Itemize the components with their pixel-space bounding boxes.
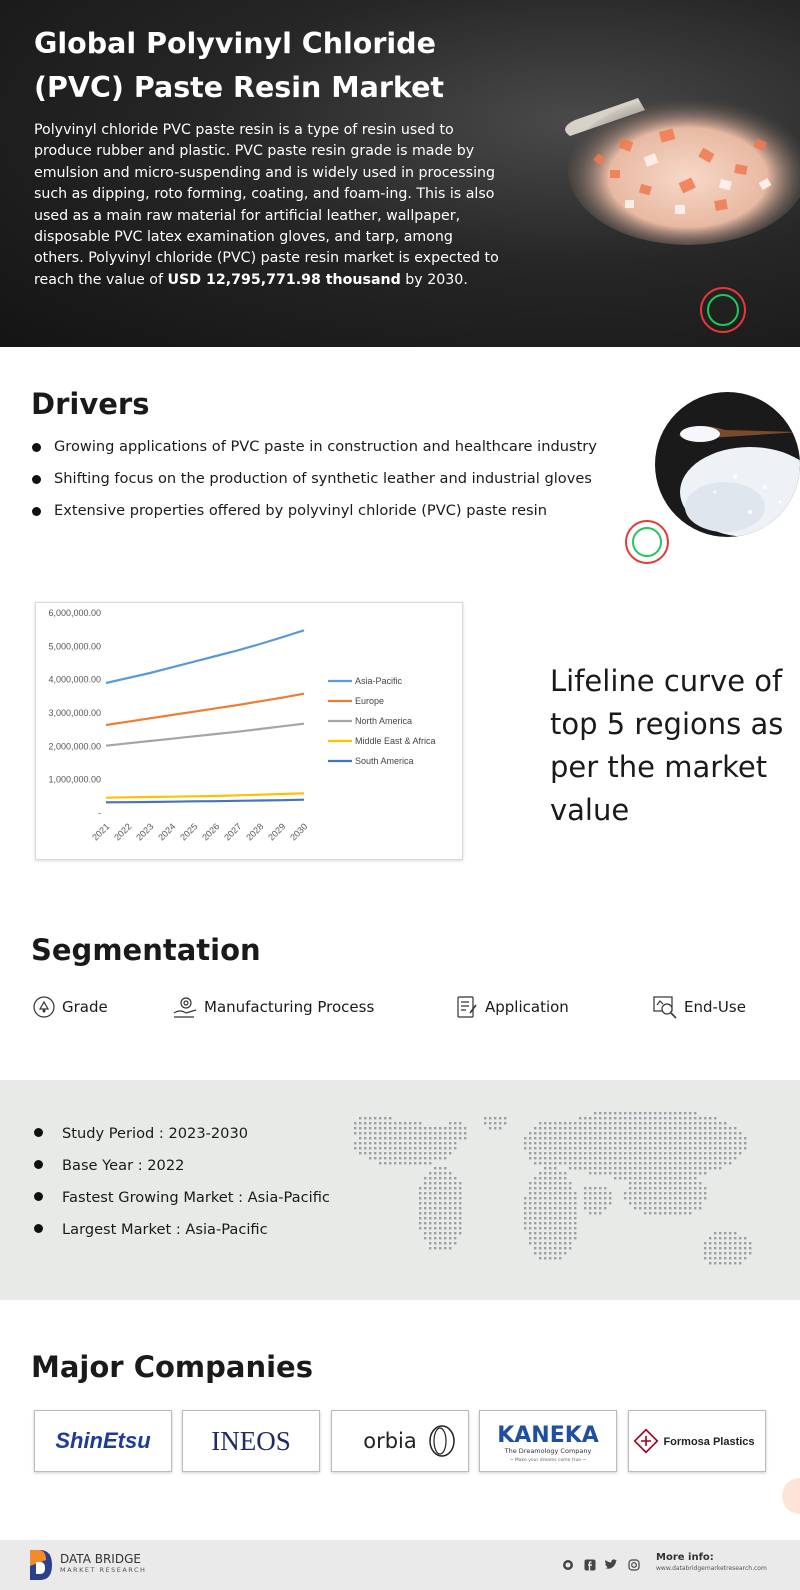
market-info-section: [0, 1080, 800, 1300]
legend-label: South America: [355, 756, 414, 766]
shinetsu-logo-text: ShinEtsu: [55, 1428, 151, 1453]
x-tick-label: 2023: [134, 821, 156, 843]
kaneka-subtagline: ~ Make your dreams come true ~: [509, 1458, 587, 1463]
driver-item: Growing applications of PVC paste in construction and healthcare industry: [32, 437, 597, 469]
x-tick-label: 2027: [222, 821, 244, 843]
orbia-logo: [331, 1410, 469, 1472]
x-tick-label: 2030: [288, 821, 310, 843]
ineos-logo-text: INEOS: [211, 1426, 291, 1456]
series-line: [106, 630, 304, 683]
segmentation-heading: Segmentation: [31, 933, 261, 967]
info-item: Study Period : 2023-2030: [34, 1124, 330, 1156]
drivers-heading: Drivers: [31, 387, 150, 421]
formosa-plastics-logo-text: Formosa Plastics: [663, 1436, 755, 1448]
series-line: [106, 800, 304, 803]
info-item: Base Year : 2022: [34, 1156, 330, 1188]
shinetsu-logo: [34, 1410, 172, 1472]
data-bridge-logo-icon: [26, 1546, 56, 1584]
series-line: [106, 724, 304, 746]
y-tick-label: 5,000,000.00: [48, 641, 101, 652]
legend-label: North America: [355, 716, 413, 726]
ineos-logo: [182, 1410, 320, 1472]
footer-more-info: [656, 1552, 767, 1574]
line-chart-canvas: [36, 603, 464, 861]
footer: [0, 1540, 800, 1590]
segment-label: Application: [485, 998, 569, 1016]
x-tick-label: 2025: [178, 821, 200, 843]
y-tick-label: 4,000,000.00: [48, 674, 101, 685]
hero-description-end: by 2030.: [400, 271, 468, 288]
whatsapp-icon[interactable]: [562, 1559, 574, 1571]
website-link[interactable]: www.databridgemarketresearch.com: [656, 1565, 767, 1572]
driver-item: Shifting focus on the production of synthetic leather and industrial gloves: [32, 469, 597, 501]
companies-heading: Major Companies: [31, 1350, 313, 1384]
drivers-section: [0, 347, 800, 587]
y-tick-label: -: [98, 808, 101, 818]
series-line: [106, 793, 304, 797]
instagram-icon[interactable]: [628, 1559, 640, 1571]
segment-manufacturing-process: [172, 995, 374, 1019]
page-title: Global Polyvinyl Chloride (PVC) Paste Resin Market: [34, 27, 445, 104]
pvc-resin-spoon-image: [500, 70, 800, 270]
drivers-ring-inner-decoration: [632, 527, 662, 557]
kaneka-logo: [479, 1410, 617, 1472]
hero-description-text: Polyvinyl chloride PVC paste resin is a type of resin used to produce rubber and plastic. PVC paste resin grade is made by emulsion and micro-suspending and is widely used in processing such as dipping, roto forming, coating, and foam-ing. This is also used as a main raw material for artificial leather, wallpaper, disposable PVC latex examination gloves, and tarp, among others. Polyvinyl chloride (PVC) paste resin market is expected to reach the value of: [34, 122, 499, 288]
kaneka-tagline: The Dreamology Company: [504, 1447, 592, 1455]
y-tick-label: 1,000,000.00: [48, 774, 101, 785]
y-tick-label: 2,000,000.00: [48, 741, 101, 752]
legend-label: Middle East & Africa: [355, 736, 436, 746]
salt-spoon-image: [655, 392, 800, 537]
segment-label: End-Use: [684, 998, 746, 1016]
segment-grade: [32, 995, 108, 1019]
manufacturing-process-icon: [172, 995, 198, 1019]
kaneka-logo-text: KANEKA: [497, 1423, 599, 1448]
segment-end-use: [652, 995, 746, 1019]
corner-decoration: [782, 1478, 800, 1514]
info-item: Fastest Growing Market : Asia-Pacific: [34, 1188, 330, 1220]
hero-banner: [0, 0, 800, 347]
market-info-list: [34, 1124, 330, 1252]
x-tick-label: 2029: [266, 821, 288, 843]
x-tick-label: 2022: [112, 821, 134, 843]
hero-ring-inner-decoration: [707, 294, 739, 326]
map-dots: [354, 1112, 751, 1264]
series-line: [106, 694, 304, 725]
market-value-highlight: USD 12,795,771.98 thousand: [167, 271, 401, 288]
segment-label: Grade: [62, 998, 108, 1016]
legend-label: Asia-Pacific: [355, 676, 403, 686]
more-info-label: More info:: [656, 1552, 714, 1563]
info-item: Largest Market : Asia-Pacific: [34, 1220, 330, 1252]
regional-lifeline-chart: [35, 602, 463, 860]
brand-name: DATA BRIDGE: [60, 1552, 141, 1566]
x-tick-label: 2026: [200, 821, 222, 843]
drivers-list: [32, 437, 597, 533]
end-use-icon: [652, 995, 678, 1019]
formosa-plastics-logo: [628, 1410, 766, 1472]
footer-brand: [60, 1554, 146, 1576]
application-icon: [455, 995, 479, 1019]
brand-subtitle: MARKET RESEARCH: [60, 1566, 147, 1574]
chart-caption: Lifeline curve of top 5 regions as per the market value: [550, 664, 784, 827]
x-tick-label: 2024: [156, 821, 178, 843]
y-tick-label: 3,000,000.00: [48, 708, 101, 718]
segment-application: [455, 995, 569, 1019]
twitter-icon[interactable]: [604, 1559, 618, 1571]
y-tick-label: 6,000,000.00: [48, 608, 101, 618]
segment-label: Manufacturing Process: [204, 998, 375, 1016]
x-tick-label: 2028: [244, 821, 266, 843]
facebook-icon[interactable]: [584, 1559, 596, 1571]
legend-label: Europe: [355, 696, 385, 706]
x-tick-label: 2021: [90, 821, 112, 843]
orbia-logo-text: orbia: [363, 1429, 417, 1453]
hero-description: [34, 120, 504, 291]
driver-item: Extensive properties offered by polyvinyl chloride (PVC) paste resin: [32, 501, 597, 533]
grade-icon: [32, 995, 56, 1019]
world-map-image: [345, 1098, 775, 1288]
